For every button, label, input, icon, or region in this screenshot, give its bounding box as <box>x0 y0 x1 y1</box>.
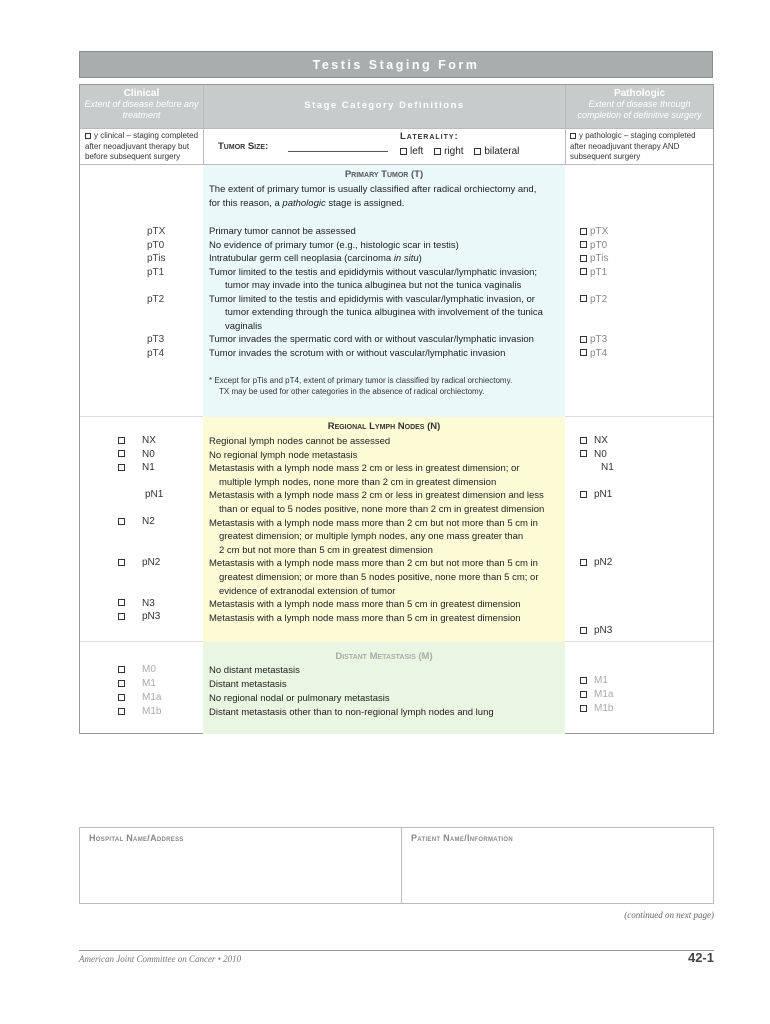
hospital-label: Hospital Name/Address <box>89 833 184 843</box>
clinical-n-n2[interactable]: N2 <box>118 515 198 529</box>
dm-def-m1: Distant metastasis <box>209 679 287 690</box>
y-pathologic-text: y pathologic – staging completed after neoadjuvant therapy AND subsequent surgery <box>570 131 696 161</box>
y-pathologic-option[interactable] <box>570 131 710 163</box>
intro-text-pathologic: pathologic <box>282 197 326 209</box>
clinical-n-nx[interactable]: NX <box>118 434 198 448</box>
path-n-pn1[interactable]: pN1 <box>580 488 660 502</box>
distant-metastasis-definitions <box>209 664 564 720</box>
def-pt2: Tumor limited to the testis and epididymis with vascular/lymphatic invasion, or <box>209 293 535 305</box>
section-divider-1 <box>80 416 203 417</box>
path-m-m1[interactable]: M1 <box>580 674 660 688</box>
header-divider <box>80 128 713 129</box>
pathologic-t-codes <box>580 225 660 360</box>
clinical-n-n0[interactable]: N0 <box>118 448 198 462</box>
section-divider-4 <box>565 641 713 642</box>
def-pt0: No evidence of primary tumor (e.g., histologic scar in testis) <box>209 239 459 251</box>
ln-def-pn2: Metastasis with a lymph node mass more than 2 cm but not more than 5 cm in <box>209 558 538 570</box>
pathologic-n-codes <box>580 434 660 637</box>
primary-tumor-intro <box>209 183 559 210</box>
continued-note: (continued on next page) <box>624 910 714 920</box>
footer-rule <box>79 950 714 951</box>
clinical-m-m0[interactable]: M0 <box>118 663 198 677</box>
path-pt1[interactable]: pT1 <box>580 266 660 280</box>
tumor-size-field[interactable] <box>288 151 388 152</box>
ln-def-n1-cont: multiple lymph nodes, none more than 2 cm in greatest dimension <box>219 476 497 488</box>
dm-def-m0: No distant metastasis <box>209 665 300 676</box>
def-pt4: Tumor invades the scrotum with or without vascular/lymphatic invasion <box>209 347 506 359</box>
clinical-n-n3[interactable]: N3 <box>118 597 198 611</box>
dm-def-m1b: Distant metastasis other than to non-regional lymph nodes and lung <box>209 707 494 718</box>
clinical-code-ptis: pTis <box>147 253 166 264</box>
ln-def-pn2-cont-1: greatest dimension; or more than 5 nodes positive, none more than 5 cm; or <box>219 571 539 583</box>
clinical-m-m1b[interactable]: M1b <box>118 705 198 719</box>
clinical-t-codes <box>147 225 197 360</box>
laterality-left-checkbox[interactable] <box>400 148 407 155</box>
path-m-m1b[interactable]: M1b <box>580 702 660 716</box>
clinical-code-pt1: pT1 <box>147 266 165 278</box>
pathologic-title: Pathologic <box>613 88 666 99</box>
tumor-size-label: Tumor Size: <box>218 141 269 152</box>
y-clinical-option[interactable] <box>85 131 203 163</box>
clinical-m-m1[interactable]: M1 <box>118 677 198 691</box>
path-ptis[interactable]: pTis <box>580 252 660 266</box>
ln-def-pn1-cont: than or equal to 5 nodes positive, none more than 2 cm in greatest dimension <box>219 503 545 515</box>
laterality-left-label: left <box>410 146 424 157</box>
ln-def-n2-cont-1: greatest dimension; or multiple lymph nodes, any one mass greater than <box>219 531 524 543</box>
path-pt3[interactable]: pT3 <box>580 333 660 347</box>
lymph-node-definitions <box>209 435 564 625</box>
laterality-right-label: right <box>444 146 464 157</box>
pathologic-m-codes <box>580 674 660 716</box>
footnote-line-2: TX may be used for other categories in the absence of radical orchiectomy. <box>219 386 485 396</box>
clinical-title: Clinical <box>123 88 160 99</box>
laterality-bilateral-label: bilateral <box>484 146 520 157</box>
clinical-n-pn3[interactable]: pN3 <box>118 610 198 624</box>
laterality-right-checkbox[interactable] <box>434 148 441 155</box>
ln-def-nx: Regional lymph nodes cannot be assessed <box>209 436 391 447</box>
hospital-field[interactable] <box>81 846 399 901</box>
ln-def-n0: No regional lymph node metastasis <box>209 449 358 461</box>
clinical-subtitle: Extent of disease before any treatment <box>84 99 199 120</box>
clinical-m-m1a[interactable]: M1a <box>118 691 198 705</box>
clinical-code-pt4: pT4 <box>147 347 165 359</box>
form-title: Testis Staging Form <box>79 51 713 78</box>
section-divider-3 <box>565 416 713 417</box>
def-ptx: Primary tumor cannot be assessed <box>209 226 356 237</box>
ln-def-pn3: Metastasis with a lymph node mass more than 5 cm in greatest dimension <box>209 612 521 624</box>
clinical-n-pn1: pN1 <box>145 489 164 501</box>
page-number: 42-1 <box>687 950 714 965</box>
laterality-bilateral-checkbox[interactable] <box>474 148 481 155</box>
patient-label: Patient Name/Information <box>411 833 513 843</box>
footer-publisher: American Joint Committee on Cancer • 2010 <box>79 954 242 964</box>
clinical-code-pt0: pT0 <box>147 239 165 251</box>
distant-metastasis-title: Distant Metastasis (M) <box>335 651 433 662</box>
path-pt2[interactable]: pT2 <box>580 293 660 307</box>
pathologic-header <box>566 85 713 128</box>
def-pt2-cont-1: tumor extending through the tunica albuginea with involvement of the tunica <box>225 307 543 318</box>
y-pathologic-checkbox[interactable] <box>570 133 576 139</box>
y-clinical-checkbox[interactable] <box>85 133 91 139</box>
laterality-options <box>400 146 519 157</box>
path-n-n1: N1 <box>601 462 614 473</box>
ln-def-n1: Metastasis with a lymph node mass 2 cm or less in greatest dimension; or <box>209 463 520 475</box>
def-ptis: Intratubular germ cell neoplasia (carcinoma in situ) <box>209 253 422 264</box>
ln-def-n3: Metastasis with a lymph node mass more than 5 cm in greatest dimension <box>209 599 521 611</box>
footnote-line-1: * Except for pTis and pT4, extent of primary tumor is classified by radical orchiectomy. <box>209 376 513 385</box>
path-n-pn3[interactable]: pN3 <box>580 624 660 638</box>
path-m-m1a[interactable]: M1a <box>580 688 660 702</box>
id-box-divider <box>401 828 402 903</box>
primary-intro-line-2 <box>209 197 559 211</box>
path-n-nx[interactable]: NX <box>580 434 660 448</box>
path-pt4[interactable]: pT4 <box>580 347 660 361</box>
primary-tumor-footnote <box>209 376 559 397</box>
identification-box <box>79 827 714 904</box>
intro-text-c: stage is assigned. <box>325 197 405 209</box>
clinical-header <box>80 85 203 128</box>
clinical-n-codes <box>118 434 198 624</box>
intro-text-a: for this reason, a <box>209 197 283 209</box>
clinical-code-pt3: pT3 <box>147 334 165 345</box>
definitions-header <box>204 85 565 128</box>
ln-def-n2-cont-2: 2 cm but not more than 5 cm in greatest dimension <box>219 544 433 556</box>
definitions-title: Stage Category Definitions <box>304 100 465 111</box>
lymph-nodes-title: Regional Lymph Nodes (N) <box>327 421 441 432</box>
ln-def-pn2-cont-2: evidence of extranodal extension of tumor <box>219 585 396 597</box>
patient-field[interactable] <box>403 846 711 901</box>
ln-def-pn1: Metastasis with a lymph node mass 2 cm or less in greatest dimension and less <box>209 490 544 502</box>
path-ptx[interactable]: pTX <box>580 225 660 239</box>
clinical-n-pn2[interactable]: pN2 <box>118 556 198 570</box>
primary-tumor-title: Primary Tumor (T) <box>344 169 424 180</box>
ln-def-n2: Metastasis with a lymph node mass more than 2 cm but not more than 5 cm in <box>209 517 538 529</box>
pathologic-subtitle: Extent of disease through completion of definitive surgery <box>577 99 702 120</box>
path-pt0[interactable]: pT0 <box>580 239 660 253</box>
clinical-m-codes <box>118 663 198 719</box>
def-pt2-cont-2: vaginalis <box>225 320 262 332</box>
dm-def-m1a: No regional nodal or pulmonary metastasis <box>209 693 390 704</box>
primary-intro-line-1: The extent of primary tumor is usually classified after radical orchiectomy and, <box>209 184 537 195</box>
clinical-code-pt2: pT2 <box>147 293 165 305</box>
def-pt1-cont: tumor may invade into the tunica albuginea but not the tunica vaginalis <box>225 280 522 291</box>
def-pt3: Tumor invades the spermatic cord with or without vascular/lymphatic invasion <box>209 334 534 345</box>
y-clinical-text: y clinical – staging completed after neoadjuvant therapy but before subsequent surgery <box>85 131 199 161</box>
primary-tumor-definitions <box>209 225 564 360</box>
path-n-pn2[interactable]: pN2 <box>580 556 660 570</box>
col-divider-right <box>565 85 566 164</box>
clinical-code-ptx: pTX <box>147 226 166 237</box>
clinical-n-n1[interactable]: N1 <box>118 461 198 475</box>
section-divider-2 <box>80 641 203 642</box>
staging-form <box>79 84 714 734</box>
def-pt1: Tumor limited to the testis and epididymis without vascular/lymphatic invasion; <box>209 266 538 278</box>
path-n-n0[interactable]: N0 <box>580 448 660 462</box>
laterality-label: Laterality: <box>400 131 459 142</box>
col-divider-left <box>203 85 204 164</box>
